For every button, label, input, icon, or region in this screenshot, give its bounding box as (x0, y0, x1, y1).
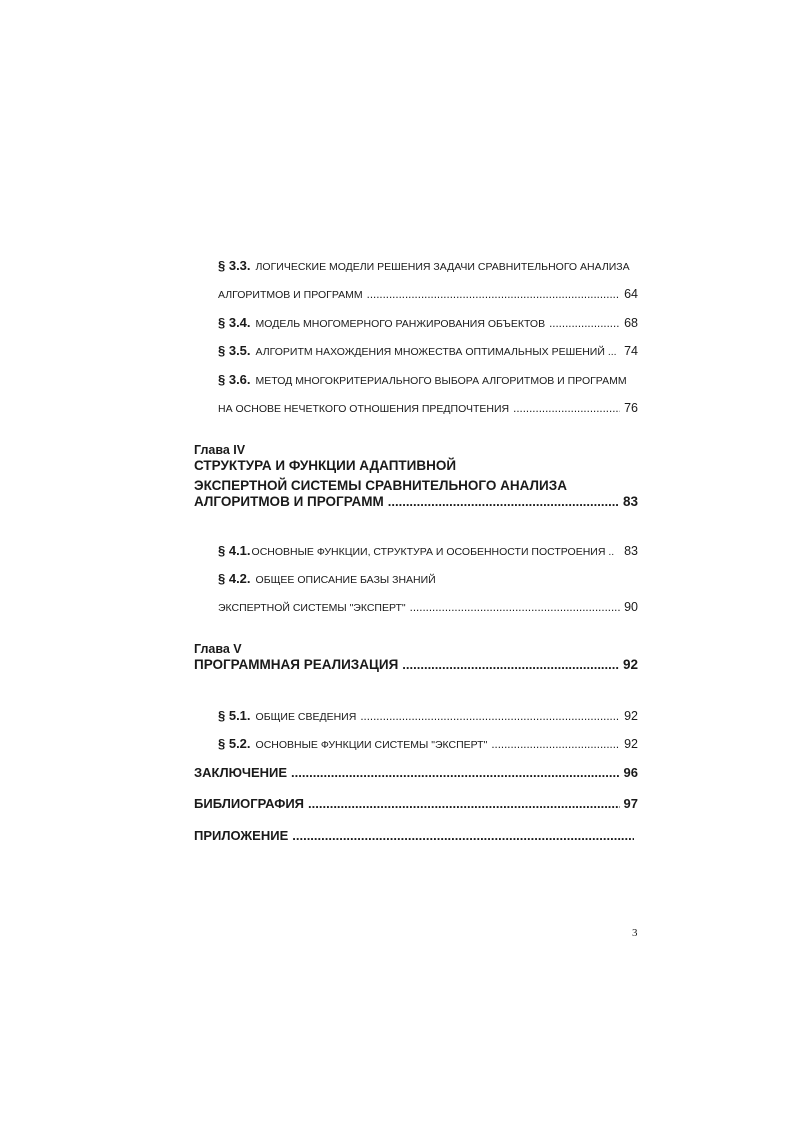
section-title: МЕТОД МНОГОКРИТЕРИАЛЬНОГО ВЫБОРА АЛГОРИТМОВ И ПРОГРАММ (255, 375, 627, 387)
leader-dots (308, 796, 620, 811)
toc-section-4-2-cont (218, 600, 638, 614)
section-title: АЛГОРИТМ НАХОЖДЕНИЯ МНОЖЕСТВА ОПТИМАЛЬНЫХ РЕШЕНИЙ ... (255, 346, 617, 358)
page-number: 3 (632, 927, 638, 939)
toc-section-3-6-cont (218, 401, 638, 415)
page-ref: 97 (623, 796, 638, 811)
toc-chapter-5 (194, 657, 638, 672)
toc-section-3-3-cont (218, 287, 638, 301)
leader-dots (367, 289, 620, 301)
section-number: § 4.2. (218, 571, 251, 586)
section-title: ЛОГИЧЕСКИЕ МОДЕЛИ РЕШЕНИЯ ЗАДАЧИ СРАВНИТЕЛЬНОГО АНАЛИЗА (255, 261, 630, 273)
chapter-4-title-line-2: ЭКСПЕРТНОЙ СИСТЕМЫ СРАВНИТЕЛЬНОГО АНАЛИЗА (194, 478, 567, 493)
section-number: § 3.3. (218, 258, 251, 273)
section-title-continued: ЭКСПЕРТНОЙ СИСТЕМЫ "ЭКСПЕРТ" (218, 602, 406, 614)
section-title: ОБЩЕЕ ОПИСАНИЕ БАЗЫ ЗНАНИЙ (255, 574, 436, 586)
page-ref: 90 (624, 600, 638, 614)
page-ref: 68 (624, 316, 638, 330)
page-ref: 92 (622, 657, 638, 672)
conclusion-title: ЗАКЛЮЧЕНИЕ (194, 765, 288, 780)
chapter-title-line-3: АЛГОРИТМОВ И ПРОГРАММ (194, 494, 384, 509)
toc-section-5-1 (218, 708, 638, 723)
section-number: § 5.2. (218, 736, 251, 751)
toc-conclusion (194, 765, 638, 780)
leader-dots (410, 602, 620, 614)
page-ref: 83 (622, 494, 638, 509)
section-title: ОСНОВНЫЕ ФУНКЦИИ СИСТЕМЫ "ЭКСПЕРТ" (255, 739, 488, 751)
leader-dots (291, 765, 620, 780)
page-ref: 92 (624, 709, 638, 723)
leader-dots (513, 403, 620, 415)
toc-appendix (194, 828, 634, 843)
section-title: ОБЩИЕ СВЕДЕНИЯ (255, 711, 357, 723)
section-title-continued: НА ОСНОВЕ НЕЧЕТКОГО ОТНОШЕНИЯ ПРЕДПОЧТЕНИЯ (218, 403, 510, 415)
leader-dots (549, 318, 620, 330)
toc-section-4-2 (218, 571, 638, 586)
toc-bibliography (194, 796, 638, 811)
page-ref: 76 (624, 401, 638, 415)
leader-dots (402, 657, 619, 672)
page-ref: 92 (624, 737, 638, 751)
page-ref: 83 (624, 544, 638, 558)
toc-section-5-2 (218, 736, 638, 751)
chapter-4-label: Глава IV (194, 443, 246, 457)
section-title: ОСНОВНЫЕ ФУНКЦИИ, СТРУКТУРА И ОСОБЕННОСТИ ПОСТРОЕНИЯ .. (251, 546, 615, 558)
leader-dots (360, 711, 620, 723)
leader-dots (292, 828, 634, 843)
page-ref: 74 (624, 344, 638, 358)
section-number: § 5.1. (218, 708, 251, 723)
section-number: § 3.6. (218, 372, 251, 387)
chapter-5-label: Глава V (194, 642, 242, 656)
section-number: § 4.1. (218, 543, 251, 558)
section-title: МОДЕЛЬ МНОГОМЕРНОГО РАНЖИРОВАНИЯ ОБЪЕКТОВ (255, 318, 546, 330)
toc-section-4-1 (218, 543, 638, 558)
section-number: § 3.4. (218, 315, 251, 330)
page-ref: 96 (623, 765, 638, 780)
leader-dots (388, 494, 619, 509)
toc-chapter-4 (194, 494, 638, 509)
toc-section-3-5 (218, 343, 638, 358)
section-number: § 3.5. (218, 343, 251, 358)
leader-dots (491, 739, 620, 751)
section-title-continued: АЛГОРИТМОВ И ПРОГРАММ (218, 289, 363, 301)
chapter-4-title-line-1: СТРУКТУРА И ФУНКЦИИ АДАПТИВНОЙ (194, 458, 457, 473)
chapter-title: ПРОГРАММНАЯ РЕАЛИЗАЦИЯ (194, 657, 399, 672)
bibliography-title: БИБЛИОГРАФИЯ (194, 796, 305, 811)
toc-section-3-6 (218, 372, 638, 387)
appendix-title: ПРИЛОЖЕНИЕ (194, 828, 289, 843)
toc-section-3-4 (218, 315, 638, 330)
page-ref: 64 (624, 287, 638, 301)
toc-section-3-3 (218, 258, 638, 273)
